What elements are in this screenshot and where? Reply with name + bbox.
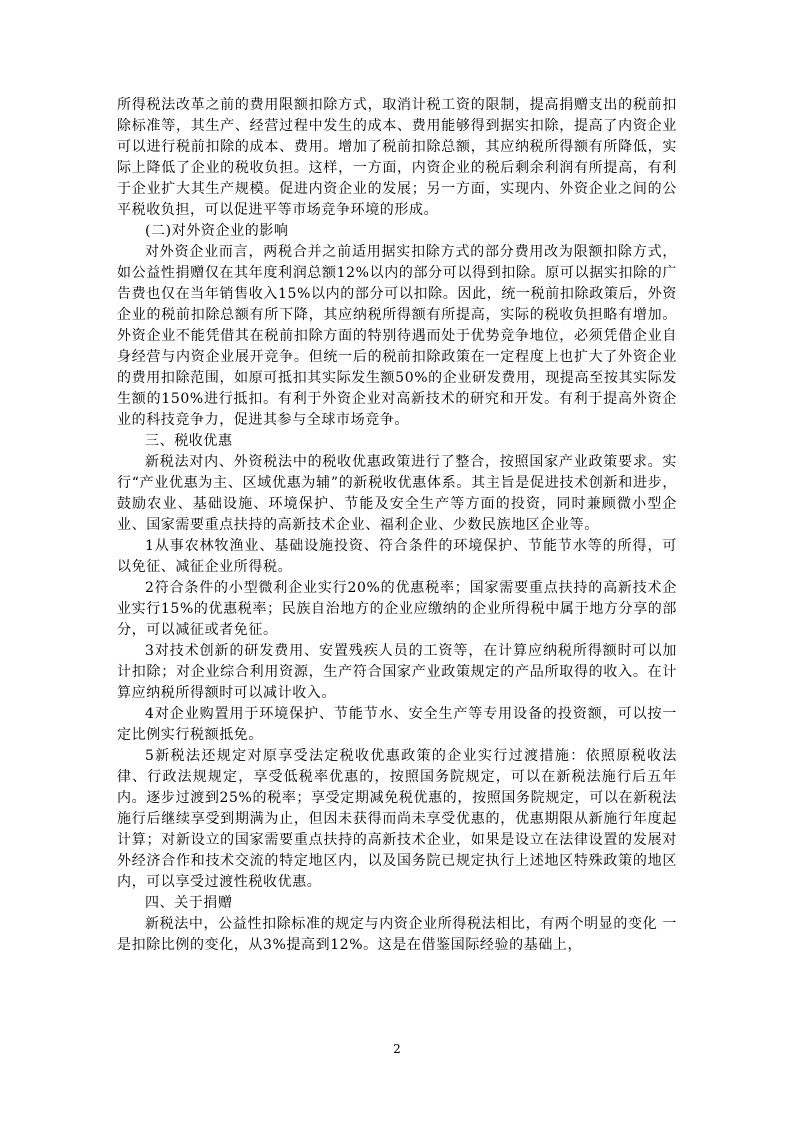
section-heading-tax-incentives: 三、税收优惠 [145, 433, 233, 449]
paragraph-donations: 新税法中，公益性扣除标准的规定与内资企业所得税法相比，有两个明显的变化 一是扣除比例的变化，从3%提高到12%。这是在借鉴国际经验的基础上， [117, 916, 677, 953]
document-body [117, 95, 677, 956]
section-heading-donations: 四、关于捐赠 [145, 895, 233, 911]
paragraph-continuation: 所得税法改革之前的费用限额扣除方式，取消计税工资的限制，提高捐赠支出的税前扣除标准等，其生产、经营过程中发生的成本、费用能够得到据实扣除，提高了内资企业可以进行税前扣除的成本、费用。增加了税前扣除总额，其应纳税所得额有所降低，实际上降低了企业的税收负担。这样，一方面，内资企业的税后剩余利润有所提高，有利于企业扩大其生产规模。促进内资企业的发展；另一方面，实现内、外资企业之间的公平税收负担，可以促进平等市场竞争环境的形成。 [117, 97, 677, 218]
paragraph-tax-incentives-intro: 新税法对内、外资税法中的税收优惠政策进行了整合，按照国家产业政策要求。实行“产业优惠为主、区域优惠为辅”的新税收优惠体系。其主旨是促进技术创新和进步，鼓励农业、基础设施、环境保护、节能及安全生产等方面的投资，同时兼顾微小型企业、国家需要重点扶持的高新技术企业、福利企业、少数民族地区企业等。 [117, 454, 677, 533]
list-item-4: 4对企业购置用于环境保护、节能节水、安全生产等专用设备的投资额，可以按一定比例实行税额抵免。 [117, 706, 677, 743]
list-item-2: 2符合条件的小型微利企业实行20%的优惠税率；国家需要重点扶持的高新技术企业实行15%的优惠税率；民族自治地方的企业应缴纳的企业所得税中属于地方分享的部分，可以减征或者免征。 [117, 580, 677, 638]
list-item-3: 3对技术创新的研发费用、安置残疾人员的工资等，在计算应纳税所得额时可以加计扣除；对企业综合利用资源，生产符合国家产业政策规定的产品所取得的收入。在计算应纳税所得额时可以减计收入。 [117, 643, 677, 701]
paragraph-foreign-enterprises: 对外资企业而言，两税合并之前适用据实扣除方式的部分费用改为限额扣除方式，如公益性捐赠仅在其年度利润总额12%以内的部分可以得到扣除。原可以据实扣除的广告费也仅在当年销售收入15%以内的部分可以扣除。因此，统一税前扣除政策后，外资企业的税前扣除总额有所下降，其应纳税所得额有所提高，实际的税收负担略有增加。外资企业不能凭借其在税前扣除方面的特别待遇而处于优势竞争地位，必须凭借企业自身经营与内资企业展开竞争。但统一后的税前扣除政策在一定程度上也扩大了外资企业的费用扣除范围，如原可抵扣其实际发生额50%的企业研发费用，现提高至按其实际发生额的150%进行抵扣。有利于外资企业对高新技术的研究和开发。有利于提高外资企业的科技竞争力，促进其参与全球市场竞争。 [117, 244, 677, 428]
list-item-5: 5新税法还规定对原享受法定税收优惠政策的企业实行过渡措施：依照原税收法律、行政法规规定，享受低税率优惠的，按照国务院规定，可以在新税法施行后五年内。逐步过渡到25%的税率；享受定期减免税优惠的，按照国务院规定，可以在新税法施行后继续享受到期满为止，但因未获得而尚未享受优惠的，优惠期限从新施行年度起计算；对新设立的国家需要重点扶持的高新技术企业，如果是设立在法律设置的发展对外经济合作和技术交流的特定地区内，以及国务院已规定执行上述地区特殊政策的地区内，可以享受过渡性税收优惠。 [117, 748, 677, 890]
page-number: 2 [393, 1042, 401, 1056]
list-item-1: 1从事农林牧渔业、基础设施投资、符合条件的环境保护、节能节水等的所得，可以免征、减征企业所得税。 [117, 538, 677, 575]
section-heading-foreign-enterprises: (二)对外资企业的影响 [145, 223, 289, 239]
